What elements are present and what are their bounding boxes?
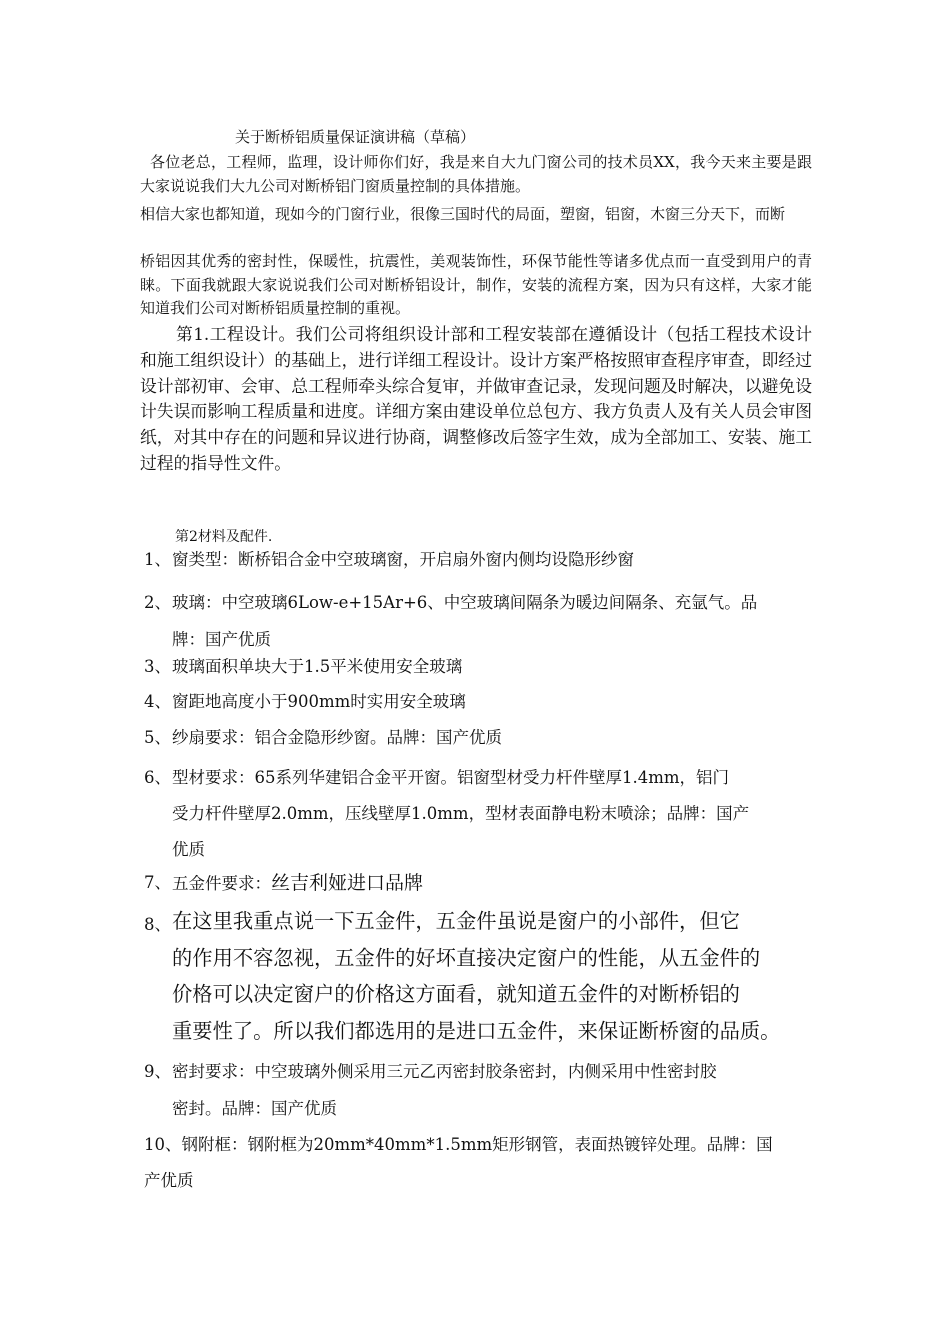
list-item-text-cont: 重要性了。所以我们都选用的是进口五金件，来保证断桥窗的品质。: [172, 1018, 781, 1043]
list-item-number: 6、: [144, 768, 171, 787]
list-item-number: 8、: [144, 915, 171, 934]
list-item-text: 五金件要求：: [172, 874, 271, 893]
list-item-text-cont: 受力杆件壁厚2.0mm，压线壁厚1.0mm，型材表面静电粉末喷涂；品牌：国产: [172, 804, 750, 823]
intro-paragraph-1: 各位老总，工程师，监理，设计师你们好，我是来自大九门窗公司的技术员XX，我今天来主要是跟大家说说我们大九公司对断桥铝门窗质量控制的具体措施。: [140, 153, 812, 195]
list-item: [144, 1127, 816, 1199]
document-title: 关于断桥铝质量保证演讲稿（草稿）: [235, 128, 476, 146]
intro-paragraph-3: 桥铝因其优秀的密封性，保暖性，抗震性，美观装饰性，环保节能性等诸多优点而一直受到用户的青睐。下面我就跟大家说说我们公司对断桥铝设计，制作，安装的流程方案，因为只有这样，大家才能知道我们公司对断桥铝质量控制的重视。: [140, 252, 812, 317]
list-item-text: 玻璃：中空玻璃6Low-e+15Ar+6、中空玻璃间隔条为暖边间隔条、充氩气。品: [172, 593, 758, 612]
list-item-text: 钢附框：钢附框为20mm*40mm*1.5mm矩形钢管，表面热镀锌处理。品牌：国: [181, 1135, 773, 1154]
list-item-text: 玻璃面积单块大于1.5平米使用安全玻璃: [172, 657, 463, 676]
section-2-heading: 第2材料及配件.: [175, 529, 273, 545]
list-item-number: 1、: [144, 550, 171, 569]
intro-paragraph-2: 相信大家也都知道，现如今的门窗行业，很像三国时代的局面，塑窗，铝窗，木窗三分天下，而断: [140, 205, 786, 223]
list-item-number: 7、: [144, 873, 171, 892]
list-item-text-cont: 密封。品牌：国产优质: [172, 1098, 337, 1118]
list-item-text: 纱扇要求：铝合金隐形纱窗。品牌：国产优质: [172, 728, 502, 747]
list-item-number: 4、: [144, 692, 171, 711]
list-item-text: 窗距地高度小于900mm时实用安全玻璃: [172, 692, 466, 711]
list-item-text: 密封要求：中空玻璃外侧采用三元乙丙密封胶条密封，内侧采用中性密封胶: [172, 1062, 717, 1081]
list-item-number: 2、: [144, 593, 171, 612]
list-item-text-cont: 牌：国产优质: [172, 630, 271, 649]
list-item-text-cont: 的作用不容忽视，五金件的好坏直接决定窗户的性能，从五金件的: [172, 945, 761, 970]
list-item-number: 3、: [144, 657, 171, 676]
list-item-number: 9、: [144, 1062, 171, 1081]
list-item-text: 型材要求：65系列华建铝合金平开窗。铝窗型材受力杆件壁厚1.4mm，铝门: [172, 768, 730, 787]
list-item-text-cont: 产优质: [144, 1171, 194, 1190]
list-item-text-emphasis: 丝吉利娅进口品牌: [271, 872, 424, 894]
list-item-number: 5、: [144, 728, 171, 747]
list-item-text: 窗类型：断桥铝合金中空玻璃窗，开启扇外窗内侧均设隐形纱窗: [172, 550, 634, 569]
section-1-engineering-design: 第1.工程设计。我们公司将组织设计部和工程安装部在遵循设计（包括工程技术设计和施工组织设计）的基础上，进行详细工程设计。设计方案严格按照审查程序审查，即经过设计部初审、会审、总工程师牵头综合复审，并做审查记录，发现问题及时解决，以避免设计失误而影响工程质量和进度。详细方案由建设单位总包方、我方负责人及有关人员会审图纸，对其中存在的问题和异议进行协商，调整修改后签字生效，成为全部加工、安装、施工过程的指导性文件。: [140, 324, 812, 473]
list-item-number: 10、: [144, 1135, 182, 1154]
list-item-text-cont: 价格可以决定窗户的价格这方面看，就知道五金件的对断桥铝的: [172, 982, 740, 1006]
list-item-text: 在这里我重点说一下五金件，五金件虽说是窗户的小部件，但它: [172, 909, 740, 933]
list-item-text-cont: 优质: [172, 840, 205, 859]
